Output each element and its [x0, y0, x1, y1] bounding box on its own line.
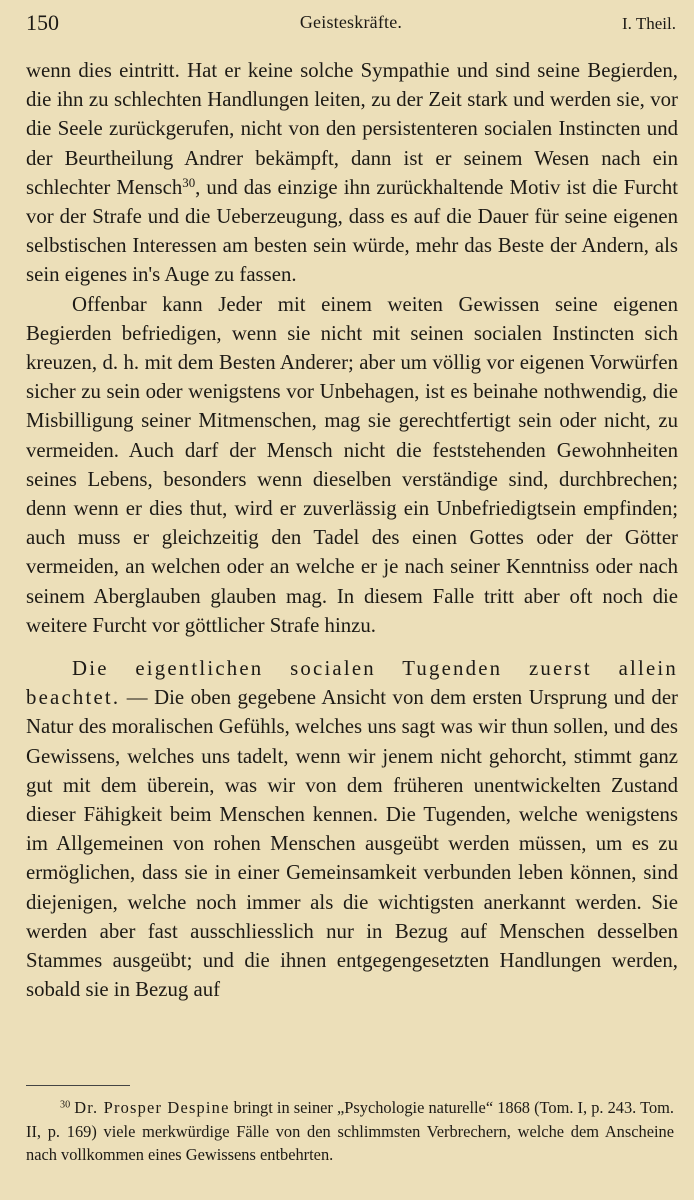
paragraph-text-continued: , und das einzige ihn zurückhaltende Motiv ist die Furcht vor der Strafe und die Ueberzeugung, dass es auf die Dauer für seine eigenen selbstischen Interessen am besten sein würde, mehr das Beste der Andern, als sein eigenes in's Auge zu fassen. — [26, 175, 678, 287]
section-heading: Die eigentlichen socialen Tugenden zuerst allein beachtet. — [26, 657, 678, 710]
footnote-paragraph — [26, 1096, 674, 1167]
paragraph-text: wenn dies eintritt. Hat er keine solche Sympathie und sind seine Begierden, die ihn zu schlechten Handlungen leiten, zu der Zeit stark und werden sie, vor die Seele zurückgerufen, nicht von den persistenteren socialen Instincten und der Beurtheilung Andrer bekämpft, dann ist er seinem Wesen nach ein schlechter Mensch — [26, 59, 678, 199]
footnote-author: Dr. Prosper Despine — [74, 1098, 230, 1117]
paragraph — [26, 56, 678, 290]
paragraph — [26, 290, 678, 640]
part-label: I. Theil. — [622, 14, 676, 33]
footnote-number: 30 — [60, 1099, 71, 1111]
running-title: Geisteskräfte. — [299, 12, 403, 32]
paragraph-text: Offenbar kann Jeder mit einem weiten Gewissen seine eigenen Begierden befriedigen, wenn sie nicht mit seinen socialen Instincten sich kreuzen, d. h. mit dem Besten Anderer; aber um völlig vor eigenen Vorwürfen sicher zu sein oder wenigstens vor Unbehagen, ist es beinahe nothwendig, die Misbilligung seiner Mitmenschen, mag sie gerechtfertigt sein oder nicht, zu vermeiden. Auch darf der Mensch nicht die feststehenden Gewohnheiten seines Lebens, besonders wenn dieselben verständige sind, durchbrechen; denn wenn er dies thut, wird er zuverlässig ein Unbefriedigtsein empfinden; auch muss er gleichzeitig den Tadel des einen Gottes oder der Götter vermeiden, an welchen oder an welche er je nach seiner Kenntniss oder nach seinem Aberglauben glauben mag. In diesem Falle tritt aber oft noch die weitere Furcht vor göttlicher Strafe hinzu. — [26, 292, 678, 637]
footnote-text: bringt in seiner „Psychologie naturelle“ 1868 (Tom. I, p. 243. Tom. II, p. 169) viele merkwürdige Fälle von den schlimmsten Verbrechern, welche dem Anscheine nach vollkommen eines Gewissens entbehrten. — [26, 1098, 674, 1164]
paragraph — [26, 654, 678, 1004]
footnote-ref: 30 — [182, 175, 196, 190]
page-number: 150 — [26, 10, 59, 35]
paragraph-text: — Die oben gegebene Ansicht von dem ersten Ursprung und der Natur des moralischen Gefühls, welches uns sagt was wir thun sollen, und des Gewissens, welches uns tadelt, wenn wir jenem nicht gehorcht, stimmt ganz gut mit dem überein, was wir von dem früheren unentwickelten Zustand dieser Fähigkeit beim Menschen kennen. Die Tugenden, welche wenigstens im Allgemeinen von rohen Menschen ausgeübt werden müssen, um es zu ermöglichen, dass sie in einer Gemeinsamkeit verbunden leben können, sind diejenigen, welche noch immer als die wichtigsten anerkannt werden. Sie werden aber fast ausschliesslich nur in Bezug auf Menschen desselben Stammes ausgeübt; und die ihnen entgegengesetzten Handlungen werden, sobald sie in Bezug auf — [26, 686, 678, 1002]
footnote — [26, 1096, 674, 1167]
page-header — [26, 10, 676, 40]
body-text — [26, 56, 678, 1005]
footnote-rule — [26, 1085, 130, 1086]
paragraph-gap — [26, 640, 678, 654]
